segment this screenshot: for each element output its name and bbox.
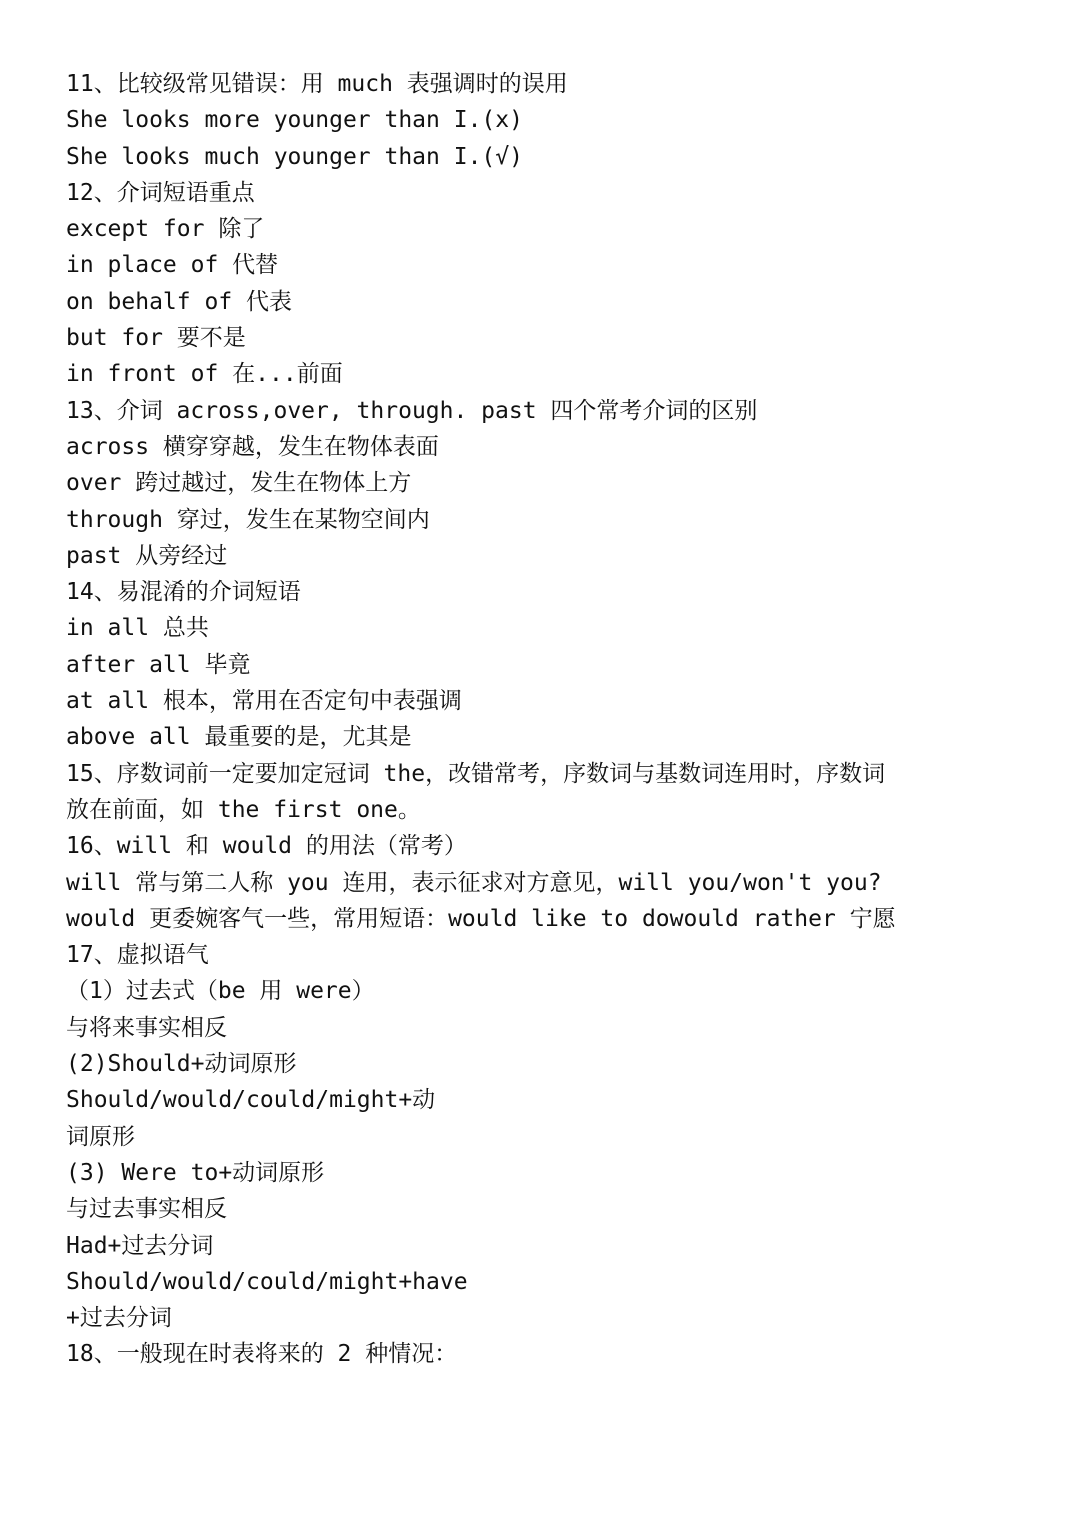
heading-12: 12、介词短语重点	[66, 179, 255, 206]
text-line: through 穿过，发生在某物空间内	[66, 506, 430, 533]
heading-13: 13、介词 across,over, through. past 四个常考介词的区别	[66, 397, 758, 424]
text-line: would 更委婉客气一些，常用短语：would like to dowould rather 宁愿	[66, 905, 896, 932]
text-line: on behalf of 代表	[66, 288, 293, 315]
text-line: 词原形	[66, 1123, 135, 1150]
heading-17: 17、虚拟语气	[66, 942, 209, 969]
text-line: but for 要不是	[66, 325, 246, 352]
text-line: except for 除了	[66, 216, 265, 243]
text-line: Had+过去分词	[66, 1232, 214, 1259]
text-body	[66, 66, 1026, 1373]
text-line: in all 总共	[66, 615, 209, 642]
text-line: (3) Were to+动词原形	[66, 1159, 325, 1186]
text-line: in front of 在...前面	[66, 361, 343, 388]
text-line: She looks more younger than I.(x)	[66, 107, 523, 134]
text-line: Should/would/could/might+have	[66, 1268, 468, 1295]
text-line: in place of 代替	[66, 252, 279, 279]
heading-14: 14、易混淆的介词短语	[66, 579, 301, 606]
text-line: above all 最重要的是，尤其是	[66, 724, 412, 751]
text-line: across 横穿穿越，发生在物体表面	[66, 433, 439, 460]
text-line: past 从旁经过	[66, 542, 228, 569]
heading-11: 11、比较级常见错误：用 much 表强调时的误用	[66, 71, 568, 97]
text-line: over 跨过越过，发生在物体上方	[66, 470, 412, 497]
text-line: will 常与第二人称 you 连用，表示征求对方意见，will you/won't you?	[66, 869, 882, 896]
text-line: Should/would/could/might+动	[66, 1087, 436, 1114]
heading-18: 18、一般现在时表将来的 2 种情况：	[66, 1341, 458, 1368]
text-line: after all 毕竟	[66, 651, 251, 678]
heading-15: 15、序数词前一定要加定冠词 the，改错常考，序数词与基数词连用时，序数词	[66, 760, 886, 787]
text-line: （1）过去式（be 用 were）	[66, 978, 375, 1005]
text-line: at all 根本，常用在否定句中表强调	[66, 688, 462, 715]
heading-16: 16、will 和 would 的用法（常考）	[66, 833, 467, 860]
text-line: +过去分词	[66, 1305, 172, 1332]
text-line: 放在前面，如 the first one。	[66, 796, 421, 823]
text-line: 与过去事实相反	[66, 1196, 227, 1223]
text-line: 与将来事实相反	[66, 1014, 227, 1041]
text-line: She looks much younger than I.(√)	[66, 143, 523, 170]
text-line: (2)Should+动词原形	[66, 1051, 297, 1078]
